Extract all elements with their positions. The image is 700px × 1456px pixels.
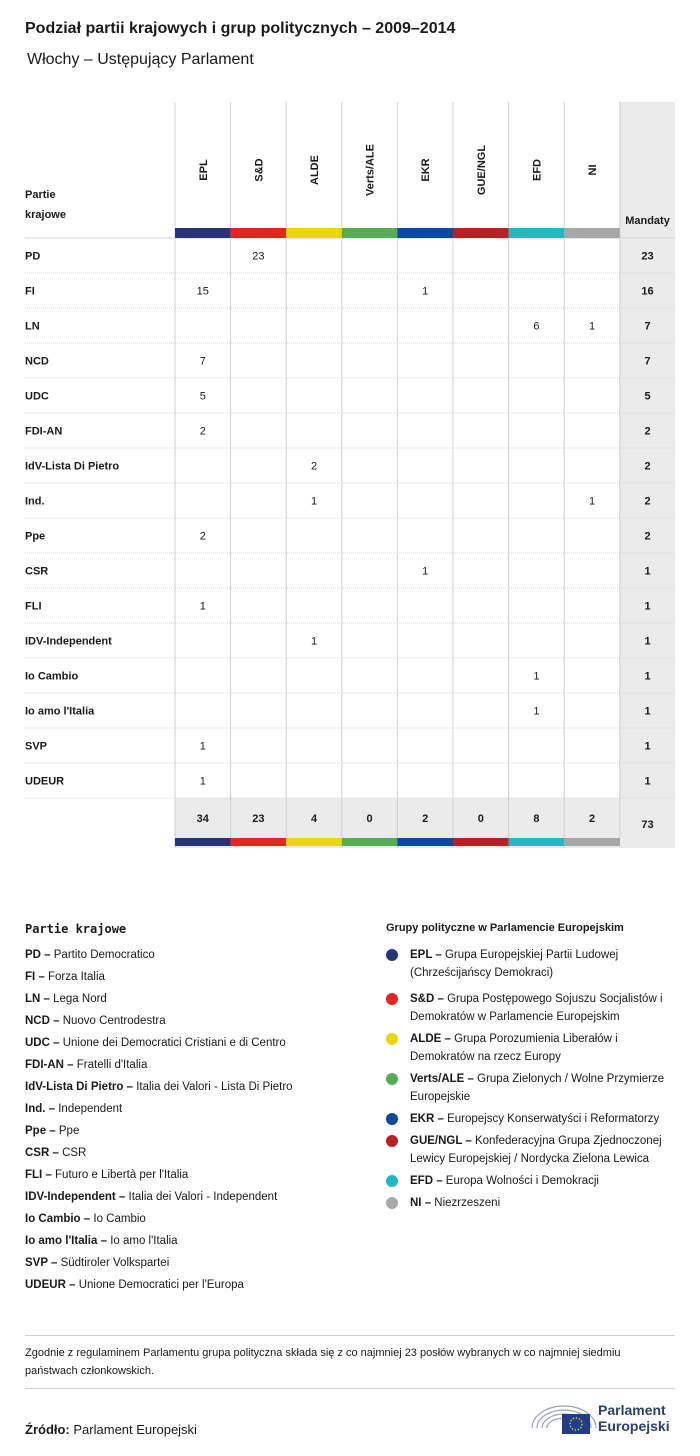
color-dot-icon bbox=[386, 1033, 398, 1045]
party-abbr: FI – bbox=[25, 971, 49, 983]
seat-count-cell: 1 bbox=[533, 670, 540, 683]
total-column-bg bbox=[620, 102, 675, 848]
party-row-label: LN bbox=[25, 320, 40, 333]
group-full-name: Konfederacyjna Grupa Zjednoczonej Lewicy Europejskiej / Nordycka Zielona Lewica bbox=[410, 1135, 662, 1165]
row-total-cell: 1 bbox=[644, 740, 651, 753]
party-row-label: UDC bbox=[25, 390, 49, 403]
group-color-bar-bottom bbox=[175, 838, 231, 846]
group-header-epl: EPL bbox=[197, 159, 210, 181]
party-legend-item bbox=[25, 1254, 365, 1276]
divider bbox=[25, 1388, 675, 1389]
column-total-cell: 2 bbox=[422, 813, 429, 825]
party-row-label: Io amo l'Italia bbox=[25, 705, 95, 718]
group-abbr: EFD – bbox=[410, 1175, 446, 1187]
row-total-cell: 1 bbox=[644, 565, 651, 578]
group-full-name: Europejscy Konserwatyści i Reformatorzy bbox=[447, 1113, 660, 1125]
seat-count-cell: 23 bbox=[252, 250, 265, 263]
group-color-bar-bottom bbox=[564, 838, 620, 846]
page-subtitle: Włochy – Ustępujący Parlament bbox=[27, 51, 254, 68]
row-header-label: Partie bbox=[25, 189, 56, 201]
seat-count-cell: 15 bbox=[196, 285, 209, 298]
seat-count-cell: 1 bbox=[199, 740, 206, 753]
party-row-label: Io Cambio bbox=[25, 670, 79, 683]
party-full-name: Nuovo Centrodestra bbox=[62, 1015, 166, 1027]
color-dot-icon bbox=[386, 1175, 398, 1187]
group-legend-item bbox=[386, 946, 678, 990]
seat-count-cell: 6 bbox=[533, 320, 540, 333]
party-full-name: Forza Italia bbox=[48, 971, 105, 983]
group-legend-item bbox=[386, 1110, 678, 1132]
column-total-cell: 2 bbox=[588, 813, 596, 825]
seat-count-cell: 5 bbox=[199, 390, 206, 403]
party-legend-item bbox=[25, 946, 365, 968]
party-full-name: CSR bbox=[62, 1147, 87, 1159]
group-full-name: Grupa Europejskiej Partii Ludowej (Chrześcijańscy Demokraci) bbox=[410, 949, 619, 979]
seat-count-cell: 2 bbox=[199, 530, 206, 543]
party-abbr: Io Cambio – bbox=[25, 1213, 94, 1225]
group-color-bar bbox=[397, 228, 453, 238]
seat-count-cell: 2 bbox=[310, 460, 318, 473]
group-header-efd: EFD bbox=[531, 159, 544, 181]
footnote: Zgodnie z regulaminem Parlamentu grupa polityczna składa się z co najmniej 23 posłów wybranych w co najmniej siedmiu państwach członkowskich. bbox=[25, 1347, 621, 1377]
party-full-name: Fratelli d'Italia bbox=[76, 1059, 148, 1071]
group-abbr: Verts/ALE – bbox=[410, 1073, 478, 1085]
group-header-vertsale: Verts/ALE bbox=[364, 144, 377, 196]
party-legend-item bbox=[25, 1122, 365, 1144]
row-total-cell: 1 bbox=[644, 705, 651, 718]
party-row-label: FLI bbox=[25, 600, 42, 613]
group-color-bar bbox=[231, 228, 287, 238]
party-abbr: NCD – bbox=[25, 1015, 63, 1027]
row-total-cell: 1 bbox=[644, 600, 651, 613]
group-header-alde: ALDE bbox=[309, 155, 321, 185]
color-dot-icon bbox=[386, 1073, 398, 1085]
group-abbr: EPL – bbox=[410, 949, 445, 961]
party-full-name: Unione dei Democratici Cristiani e di Centro bbox=[62, 1037, 286, 1049]
group-full-name: Europa Wolności i Demokracji bbox=[445, 1175, 599, 1187]
party-abbr: IdV-Lista Di Pietro – bbox=[25, 1081, 137, 1093]
party-legend-item bbox=[25, 1144, 365, 1166]
color-dot-icon bbox=[386, 949, 398, 961]
seat-count-cell: 1 bbox=[310, 635, 318, 648]
party-abbr: Ppe – bbox=[25, 1125, 59, 1137]
party-abbr: FLI – bbox=[25, 1169, 56, 1181]
group-header-guengl: GUE/NGL bbox=[475, 144, 488, 196]
party-row-label: SVP bbox=[25, 740, 48, 753]
row-total-cell: 7 bbox=[644, 320, 651, 333]
group-color-bar-bottom bbox=[231, 838, 287, 846]
party-legend-item bbox=[25, 1056, 365, 1078]
party-row-label: Ind. bbox=[25, 495, 45, 508]
party-row-label: Ppe bbox=[25, 530, 46, 543]
row-total-cell: 1 bbox=[644, 635, 651, 648]
party-row-label: NCD bbox=[25, 355, 49, 368]
column-total-cell: 0 bbox=[366, 813, 373, 825]
party-row-label: IdV-Lista Di Pietro bbox=[25, 460, 120, 473]
party-abbr: FDI-AN – bbox=[25, 1059, 77, 1071]
seat-count-cell: 1 bbox=[199, 775, 206, 788]
row-total-cell: 2 bbox=[644, 530, 651, 543]
group-color-bar bbox=[286, 228, 342, 238]
source-value: Parlament Europejski bbox=[73, 1422, 197, 1437]
logo-wordmark: Parlament Europejski bbox=[598, 1402, 670, 1434]
group-full-name: Grupa Porozumienia Liberałów i Demokratów na rzecz Europy bbox=[410, 1033, 618, 1063]
column-total-cell: 4 bbox=[310, 813, 318, 825]
seat-count-cell: 1 bbox=[588, 495, 596, 508]
total-header-label: Mandaty bbox=[625, 215, 670, 227]
group-color-bar bbox=[175, 228, 231, 238]
party-abbr: Io amo l'Italia – bbox=[25, 1235, 111, 1247]
group-color-bar bbox=[509, 228, 565, 238]
party-abbr: LN – bbox=[25, 993, 54, 1005]
group-full-name: Grupa Postępowego Sojuszu Socjalistów i Demokratów w Parlamencie Europejskim bbox=[410, 993, 663, 1023]
group-color-bar-bottom bbox=[453, 838, 509, 846]
color-dot-icon bbox=[386, 1113, 398, 1125]
party-legend-item bbox=[25, 1100, 365, 1122]
grand-total-cell: 73 bbox=[641, 819, 654, 831]
group-full-name: Niezrzeszeni bbox=[434, 1197, 501, 1209]
group-color-bar bbox=[564, 228, 620, 238]
group-color-bar-bottom bbox=[509, 838, 565, 846]
party-full-name: Independent bbox=[58, 1103, 123, 1115]
group-legend-item bbox=[386, 1194, 678, 1216]
seat-count-cell: 1 bbox=[588, 320, 596, 333]
party-abbr: Ind. – bbox=[25, 1103, 59, 1115]
row-total-cell: 2 bbox=[644, 425, 651, 438]
group-color-bar-bottom bbox=[286, 838, 342, 846]
group-legend-item bbox=[386, 1172, 678, 1194]
party-abbr: SVP – bbox=[25, 1257, 61, 1269]
party-abbr: IDV-Independent – bbox=[25, 1191, 129, 1203]
column-total-cell: 0 bbox=[477, 813, 484, 825]
group-color-bar-bottom bbox=[342, 838, 398, 846]
group-header-ekr: EKR bbox=[420, 158, 433, 182]
party-abbr: UDC – bbox=[25, 1037, 63, 1049]
seat-count-cell: 1 bbox=[533, 705, 540, 718]
party-full-name: Io amo l'Italia bbox=[110, 1235, 178, 1247]
source-line bbox=[25, 1422, 197, 1437]
party-legend-item bbox=[25, 1188, 365, 1210]
row-total-cell: 2 bbox=[644, 460, 651, 473]
group-legend-item bbox=[386, 1132, 678, 1172]
row-total-cell: 2 bbox=[644, 495, 651, 508]
group-header-sd: S&D bbox=[253, 158, 266, 182]
party-full-name: Italia dei Valori - Independent bbox=[128, 1191, 278, 1203]
group-legend-item bbox=[386, 990, 678, 1030]
party-row-label: UDEUR bbox=[25, 775, 65, 788]
column-total-cell: 23 bbox=[252, 813, 265, 825]
group-abbr: GUE/NGL – bbox=[410, 1135, 475, 1147]
party-legend-item bbox=[25, 1034, 365, 1056]
party-abbr: CSR – bbox=[25, 1147, 63, 1159]
group-color-bar-bottom bbox=[397, 838, 453, 846]
party-legend-item bbox=[25, 990, 365, 1012]
party-full-name: Futuro e Libertà per l'Italia bbox=[55, 1169, 189, 1181]
party-full-name: Ppe bbox=[58, 1125, 80, 1137]
group-abbr: EKR – bbox=[410, 1113, 448, 1125]
party-legend-item bbox=[25, 1232, 365, 1254]
party-legend-item bbox=[25, 1166, 365, 1188]
seat-count-cell: 2 bbox=[199, 425, 206, 438]
party-abbr: UDEUR – bbox=[25, 1279, 79, 1291]
party-legend-heading: Partie krajowe bbox=[25, 922, 127, 936]
group-abbr: S&D – bbox=[410, 993, 448, 1005]
row-total-cell: 23 bbox=[641, 250, 654, 263]
party-legend-item bbox=[25, 1078, 365, 1100]
party-legend-item bbox=[25, 1012, 365, 1034]
seat-count-cell: 1 bbox=[422, 285, 429, 298]
row-total-cell: 16 bbox=[641, 285, 654, 298]
party-row-label: CSR bbox=[25, 565, 49, 578]
party-row-label: PD bbox=[25, 250, 41, 263]
party-full-name: Lega Nord bbox=[53, 993, 107, 1005]
seat-count-cell: 1 bbox=[422, 565, 429, 578]
party-full-name: Io Cambio bbox=[93, 1213, 146, 1225]
party-legend-item bbox=[25, 1210, 365, 1232]
seat-count-cell: 7 bbox=[199, 355, 206, 368]
party-legend-item bbox=[25, 968, 365, 990]
group-legend-item bbox=[386, 1030, 678, 1070]
group-header-ni: NI bbox=[587, 164, 599, 176]
group-legend-item bbox=[386, 1070, 678, 1110]
color-dot-icon bbox=[386, 993, 398, 1005]
divider bbox=[25, 1335, 675, 1336]
party-row-label: FDI-AN bbox=[25, 425, 63, 438]
page-title: Podział partii krajowych i grup politycznych – 2009–2014 bbox=[25, 20, 456, 37]
row-total-cell: 5 bbox=[644, 390, 651, 403]
source-label: Źródło: bbox=[25, 1422, 70, 1437]
group-full-name: Grupa Zielonych / Wolne Przymierze Europejskie bbox=[410, 1073, 665, 1103]
row-total-cell: 7 bbox=[644, 355, 651, 368]
group-legend-heading: Grupy polityczne w Parlamencie Europejskim bbox=[386, 922, 624, 934]
row-header-label: krajowe bbox=[25, 209, 66, 221]
party-abbr: PD – bbox=[25, 949, 54, 961]
group-color-bar bbox=[342, 228, 398, 238]
group-color-bar bbox=[453, 228, 509, 238]
party-full-name: Partito Democratico bbox=[53, 949, 155, 961]
party-legend-list bbox=[25, 946, 365, 1298]
group-abbr: ALDE – bbox=[410, 1033, 455, 1045]
group-legend-list bbox=[386, 946, 678, 1216]
party-legend-item bbox=[25, 1276, 365, 1298]
column-total-cell: 8 bbox=[533, 813, 540, 825]
eu-flag-icon bbox=[562, 1414, 590, 1434]
party-row-label: IDV-Independent bbox=[25, 635, 112, 648]
party-row-label: FI bbox=[25, 285, 35, 298]
column-total-cell: 34 bbox=[196, 813, 209, 825]
color-dot-icon bbox=[386, 1197, 398, 1209]
row-total-cell: 1 bbox=[644, 670, 651, 683]
party-full-name: Italia dei Valori - Lista Di Pietro bbox=[136, 1081, 293, 1093]
party-full-name: Unione Democratici per l'Europa bbox=[78, 1279, 244, 1291]
party-full-name: Südtiroler Volkspartei bbox=[60, 1257, 170, 1269]
color-dot-icon bbox=[386, 1135, 398, 1147]
seat-count-cell: 1 bbox=[310, 495, 318, 508]
row-total-cell: 1 bbox=[644, 775, 651, 788]
group-abbr: NI – bbox=[410, 1197, 435, 1209]
seat-count-cell: 1 bbox=[199, 600, 206, 613]
